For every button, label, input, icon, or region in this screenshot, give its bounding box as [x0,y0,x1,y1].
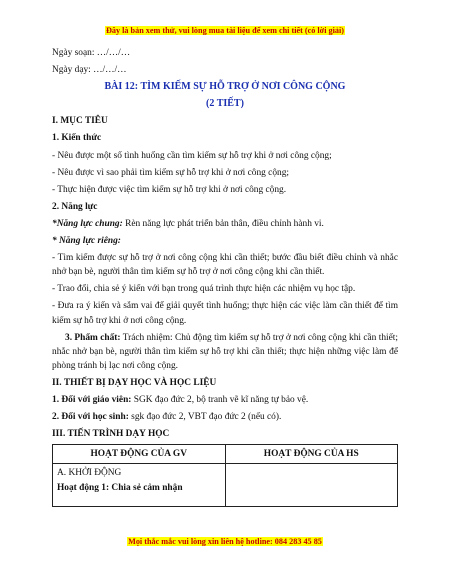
student-activity-cell [225,464,398,507]
teacher-materials-label: 1. Đối với giáo viên: [52,394,132,405]
student-materials-label: 2. Đối với học sinh: [52,412,129,423]
hotline-banner [0,537,450,546]
preview-banner [0,26,450,35]
student-materials-text: sgk đạo đức 2, VBT đạo đức 2 (nếu có). [128,412,282,423]
general-competence-text: Rèn năng lực phát triển bản thân, điều chỉnh hành vi. [122,218,324,229]
specific-competence-item: - Tìm kiếm được sự hỗ trợ ở nơi công cộng khi cần thiết; bước đầu biết điều chỉnh và nhắc nhở bạn bè, người thân tìm kiếm sự hỗ trợ ở nơi công cộng khi cần thiết. [52,253,398,278]
date-compose: Ngày soạn: …/…/… [52,48,131,58]
specific-competence-item: - Đưa ra ý kiến và sắm vai để giải quyết tình huống; thực hiện các việc làm cần thiết để tìm kiếm sự hỗ trợ khi ở nơi công cộng. [52,301,398,326]
quality-label: 3. Phẩm chất: [65,332,121,343]
teacher-activity-header: HOẠT ĐỘNG CỦA GV [53,445,226,464]
section-equipment-heading: II. THIẾT BỊ DẠY HỌC VÀ HỌC LIỆU [52,377,217,388]
activity-table [52,444,398,507]
general-competence-label: *Năng lực chung: [52,218,123,229]
specific-competence-item: - Trao đổi, chia sẻ ý kiến với bạn trong quá trình thực hiện các nhiệm vụ học tập. [52,284,356,295]
activity-1-label: Hoạt động 1: Chia sẻ cảm nhận [57,483,183,494]
teacher-materials-text: SGK đạo đức 2, bộ tranh vẽ kĩ năng tự bảo vệ. [131,394,309,405]
quality-text: Trách nhiệm: Chủ động tìm kiếm sự hỗ trợ ở nơi công cộng khi cần thiết; nhắc nhở bạn bè, người thân tìm kiếm sự hỗ trợ khi cần thiết; thực hiện những việc làm để phòng tránh bị lạc nơi công cộng. [52,332,398,371]
warmup-label: A. KHỞI ĐỘNG [57,468,122,479]
table-header-row [53,445,398,464]
general-competence [52,217,398,231]
student-materials [52,410,398,424]
preview-banner-text: Đây là bản xem thử, vui lòng mua tài liệu để xem chi tiết (có lời giải) [105,26,344,35]
student-activity-header: HOẠT ĐỘNG CỦA HS [225,445,398,464]
section-objectives-heading: I. MỤC TIÊU [52,116,108,127]
knowledge-heading: 1. Kiến thức [52,133,102,144]
lesson-duration: (2 TIẾT) [206,98,244,110]
lesson-title: BÀI 12: TÌM KIẾM SỰ HỖ TRỢ Ở NƠI CÔNG CỘNG [104,81,346,93]
knowledge-item: - Thực hiện được việc tìm kiếm sự hỗ trợ khi ở nơi công cộng. [52,184,287,195]
knowledge-item: - Nêu được một số tình huống cần tìm kiếm sự hỗ trợ khi ở nơi công cộng; [52,150,332,161]
teacher-activity-cell [53,464,226,507]
date-teach: Ngày dạy: …/…/… [52,65,127,76]
lesson-content [52,46,398,507]
table-row [53,464,398,507]
teacher-materials [52,393,398,407]
specific-competence-label: * Năng lực riêng: [52,236,121,247]
section-process-heading: III. TIẾN TRÌNH DẠY HỌC [52,429,170,440]
knowledge-item: - Nêu được vì sao phải tìm kiếm sự hỗ trợ khi ở nơi công cộng; [52,167,289,178]
hotline-banner-text: Mọi thắc mắc vui lòng xin liên hệ hotline: 084 283 45 85 [128,537,322,546]
quality-paragraph [52,331,398,373]
competence-heading: 2. Năng lực [52,201,98,212]
